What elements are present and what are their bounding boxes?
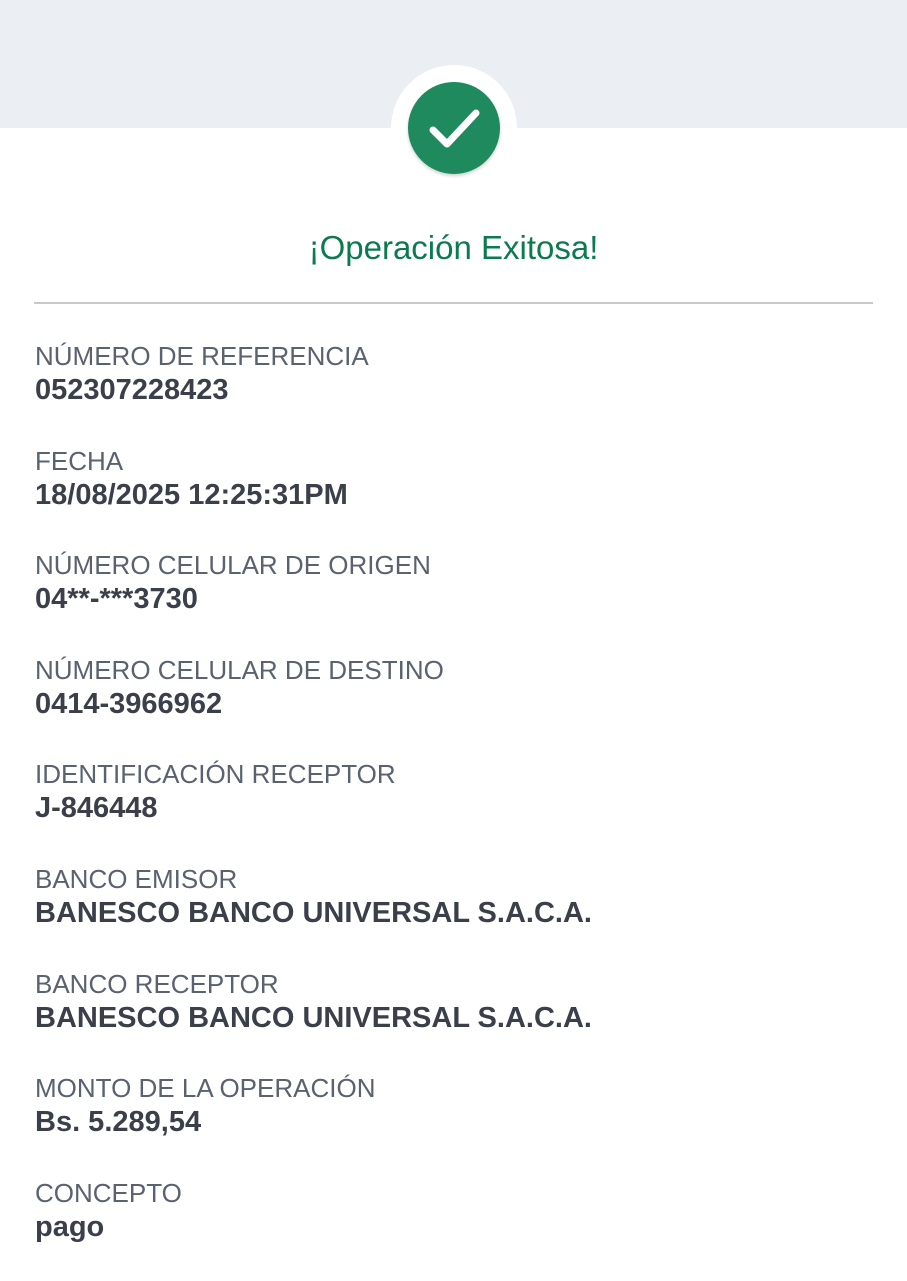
- detail-sender-bank: [35, 863, 875, 968]
- detail-origin-phone: [35, 549, 875, 654]
- detail-value: Bs. 5.289,54: [35, 1106, 202, 1139]
- detail-value: J-846448: [35, 792, 158, 825]
- detail-label: MONTO DE LA OPERACIÓN: [35, 1073, 376, 1104]
- detail-concept: [35, 1177, 875, 1281]
- detail-value: 0414-3966962: [35, 687, 223, 720]
- detail-label: NÚMERO CELULAR DE ORIGEN: [35, 550, 431, 581]
- detail-label: BANCO EMISOR: [35, 863, 238, 894]
- detail-value: 04**-***3730: [35, 583, 198, 616]
- detail-receiver-id: [35, 758, 875, 863]
- check-circle-icon: [408, 82, 500, 174]
- detail-label: FECHA: [35, 445, 124, 476]
- detail-label: BANCO RECEPTOR: [35, 968, 279, 999]
- page-title: ¡Operación Exitosa!: [308, 229, 599, 266]
- divider: [34, 302, 873, 304]
- detail-value: BANESCO BANCO UNIVERSAL S.A.C.A.: [35, 1001, 592, 1034]
- detail-amount: [35, 1072, 875, 1177]
- detail-label: CONCEPTO: [35, 1177, 182, 1208]
- transaction-details: [35, 340, 875, 1281]
- detail-destination-phone: [35, 654, 875, 759]
- detail-value: 18/08/2025 12:25:31PM: [35, 478, 348, 511]
- detail-value: pago: [35, 1210, 105, 1243]
- detail-receiver-bank: [35, 968, 875, 1073]
- detail-value: BANESCO BANCO UNIVERSAL S.A.C.A.: [35, 896, 592, 929]
- detail-label: NÚMERO DE REFERENCIA: [35, 341, 369, 371]
- detail-label: NÚMERO CELULAR DE DESTINO: [35, 654, 444, 685]
- success-badge: [408, 82, 500, 174]
- detail-value: 052307228423: [35, 374, 229, 406]
- detail-label: IDENTIFICACIÓN RECEPTOR: [35, 759, 396, 790]
- detail-date: [35, 445, 875, 550]
- detail-reference-number: [35, 340, 875, 445]
